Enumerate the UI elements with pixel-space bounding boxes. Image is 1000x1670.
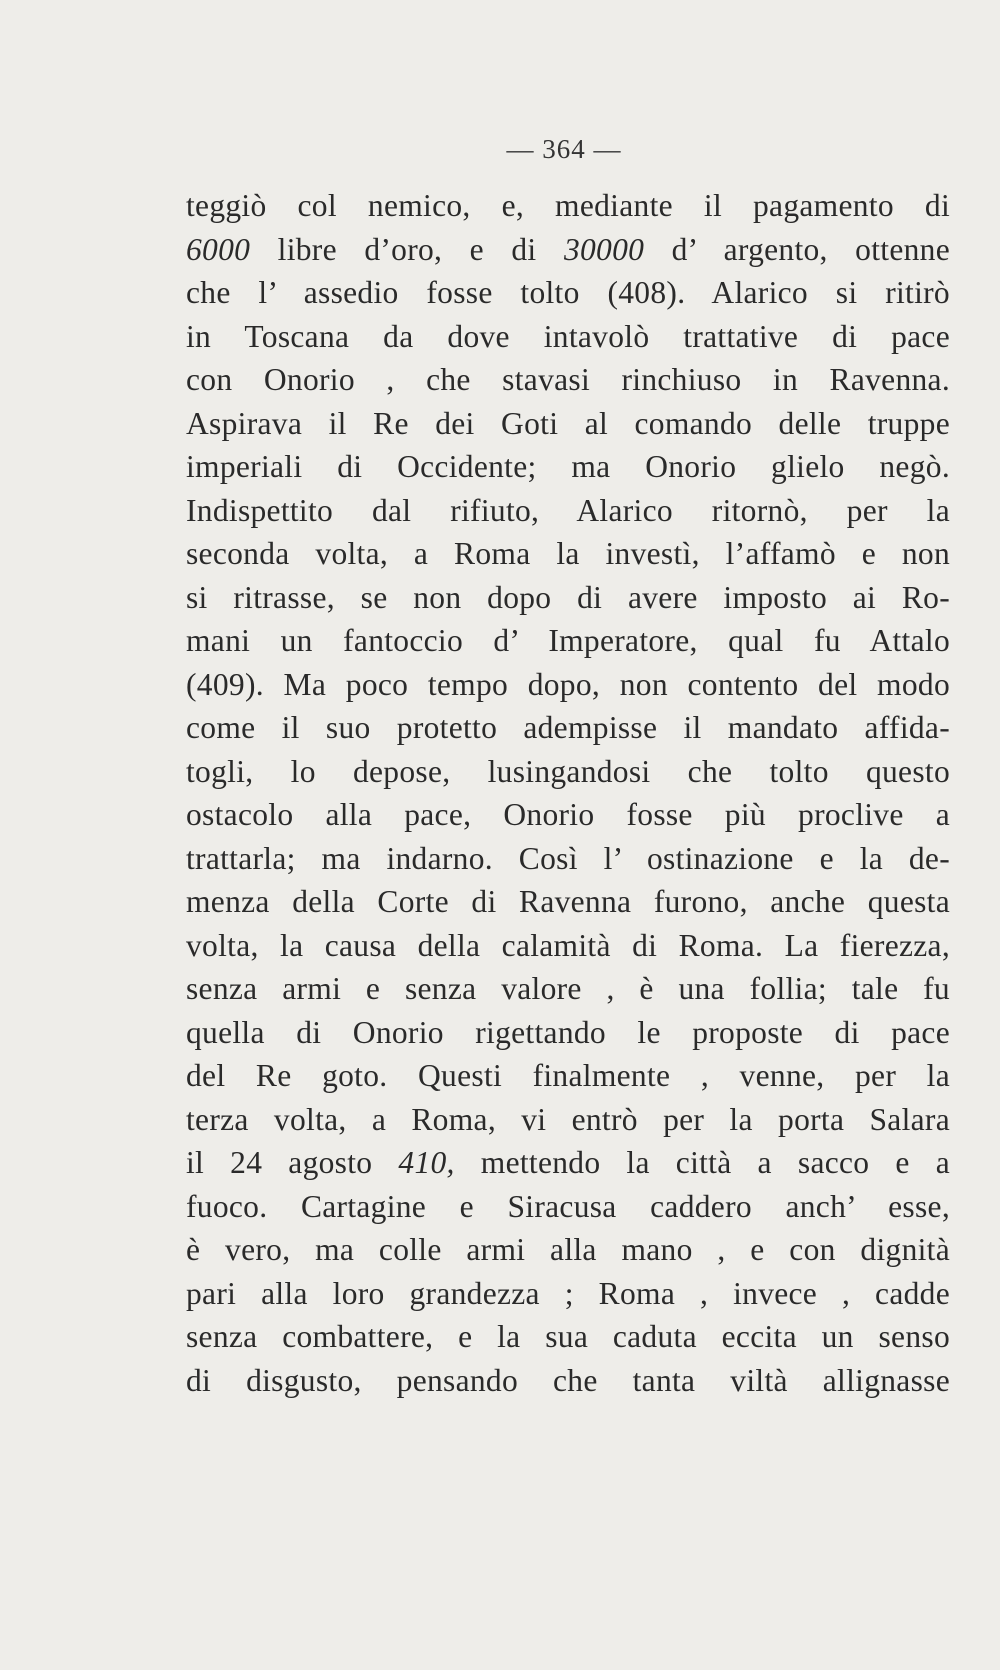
text-line: con Onorio , che stavasi rinchiuso in Ravenna.	[186, 362, 950, 397]
text-line: in Toscana da dove intavolò trattative di pace	[186, 318, 950, 354]
text-line: quella di Onorio rigettando le proposte di pace	[186, 1014, 950, 1050]
text-line: fuoco. Cartagine e Siracusa caddero anch’ esse,	[186, 1188, 950, 1224]
text-line: 6000 libre d’oro, e di 30000 d’ argento, ottenne	[186, 231, 950, 267]
text-line: il 24 agosto 410, mettendo la città a sacco e a	[186, 1145, 950, 1180]
text-line: trattarla; ma indarno. Così l’ ostinazione e la de-	[186, 840, 950, 876]
text-line: come il suo protetto adempisse il mandato affida-	[186, 710, 950, 745]
body-text	[186, 184, 950, 1402]
text-line: terza volta, a Roma, vi entrò per la porta Salara	[186, 1101, 950, 1137]
text-line: di disgusto, pensando che tanta viltà allignasse	[186, 1362, 950, 1398]
text-line: ostacolo alla pace, Onorio fosse più proclive a	[186, 797, 950, 832]
page-number: — 364 —	[506, 134, 622, 164]
text-line: senza combattere, e la sua caduta eccita un senso	[186, 1319, 950, 1354]
text-line: volta, la causa della calamità di Roma. La fierezza,	[186, 927, 950, 963]
italic-number: 30000	[563, 231, 645, 267]
text-line: che l’ assedio fosse tolto (408). Alarico si ritirò	[186, 275, 950, 310]
text-line: seconda volta, a Roma la investì, l’affamò e non	[186, 536, 950, 571]
text-line: si ritrasse, se non dopo di avere imposto ai Ro-	[186, 579, 950, 615]
text-line: teggiò col nemico, e, mediante il pagamento di	[186, 188, 950, 223]
italic-number: 6000	[186, 231, 251, 267]
text-line: togli, lo depose, lusingandosi che tolto questo	[186, 753, 950, 789]
text-line: è vero, ma colle armi alla mano , e con dignità	[186, 1232, 950, 1267]
text-line: senza armi e senza valore , è una follia; tale fu	[186, 971, 950, 1006]
text-line: menza della Corte di Ravenna furono, anche questa	[186, 884, 950, 919]
text-line: Aspirava il Re dei Goti al comando delle truppe	[186, 405, 950, 441]
italic-number: 410,	[398, 1145, 455, 1180]
text-line: (409). Ma poco tempo dopo, non contento del modo	[186, 666, 950, 702]
text-line: del Re goto. Questi finalmente , venne, per la	[186, 1058, 950, 1093]
text-line: mani un fantoccio d’ Imperatore, qual fu Attalo	[186, 623, 950, 658]
text-line: imperiali di Occidente; ma Onorio glielo negò.	[186, 449, 950, 484]
text-line: pari alla loro grandezza ; Roma , invece , cadde	[186, 1275, 950, 1311]
text-line: Indispettito dal rifiuto, Alarico ritornò, per la	[186, 492, 950, 528]
